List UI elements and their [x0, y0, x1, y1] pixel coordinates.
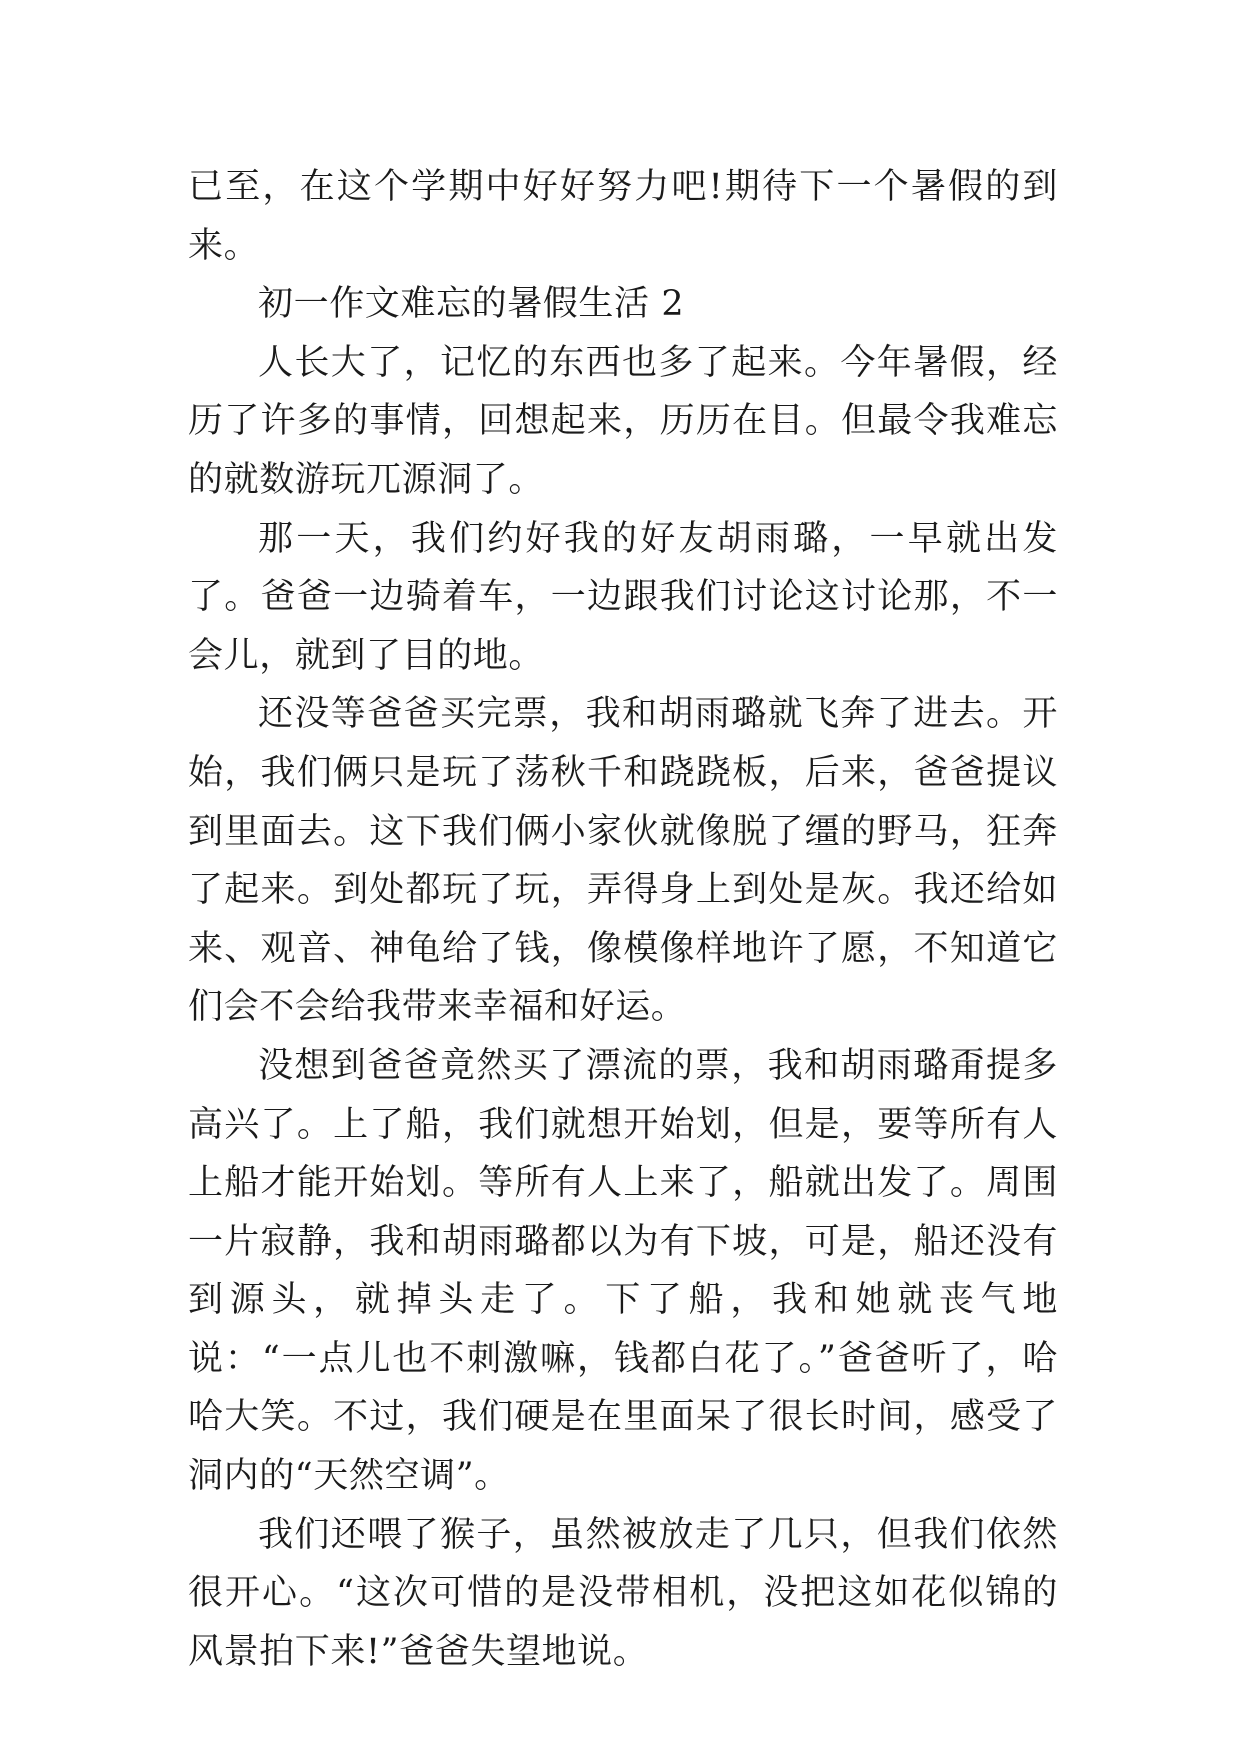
essay-title: 初一作文难忘的暑假生活 2	[258, 284, 685, 325]
paragraph: 没想到爸爸竟然买了漂流的票，我和胡雨璐甭提多高兴了。上了船，我们就想开始划，但是，要等所有人上船才能开始划。等所有人上来了，船就出发了。周围一片寂静，我和胡雨璐都以为有下坡，可是，船还没有到源头，就掉头走了。下了船，我和她就丧气地说：“一点儿也不刺激嘛，钱都白花了。”爸爸听了，哈哈大笑。不过，我们硬是在里面呆了很长时间，感受了洞内的“天然空调”。	[188, 1045, 1058, 1497]
paragraph: 我们还喂了猴子，虽然被放走了几只，但我们依然很开心。“这次可惜的是没带相机，没把这如花似锦的风景拍下来!”爸爸失望地说。	[188, 1514, 1058, 1672]
paragraph: 还没等爸爸买完票，我和胡雨璐就飞奔了进去。开始，我们俩只是玩了荡秋千和跷跷板，后来，爸爸提议到里面去。这下我们俩小家伙就像脱了缰的野马，狂奔了起来。到处都玩了玩，弄得身上到处是灰。我还给如来、观音、神龟给了钱，像模像样地许了愿，不知道它们会不会给我带来幸福和好运。	[188, 694, 1058, 1028]
paragraph-continuation: 已至，在这个学期中好好努力吧!期待下一个暑假的到来。	[188, 167, 1058, 266]
paragraph: 那一天，我们约好我的好友胡雨璐，一早就出发了。爸爸一边骑着车，一边跟我们讨论这讨论那，不一会儿，就到了目的地。	[188, 518, 1058, 676]
document-body	[188, 158, 1058, 1681]
paragraph: 人长大了，记忆的东西也多了起来。今年暑假，经历了许多的事情，回想起来，历历在目。但最令我难忘的就数游玩兀源洞了。	[188, 342, 1058, 500]
